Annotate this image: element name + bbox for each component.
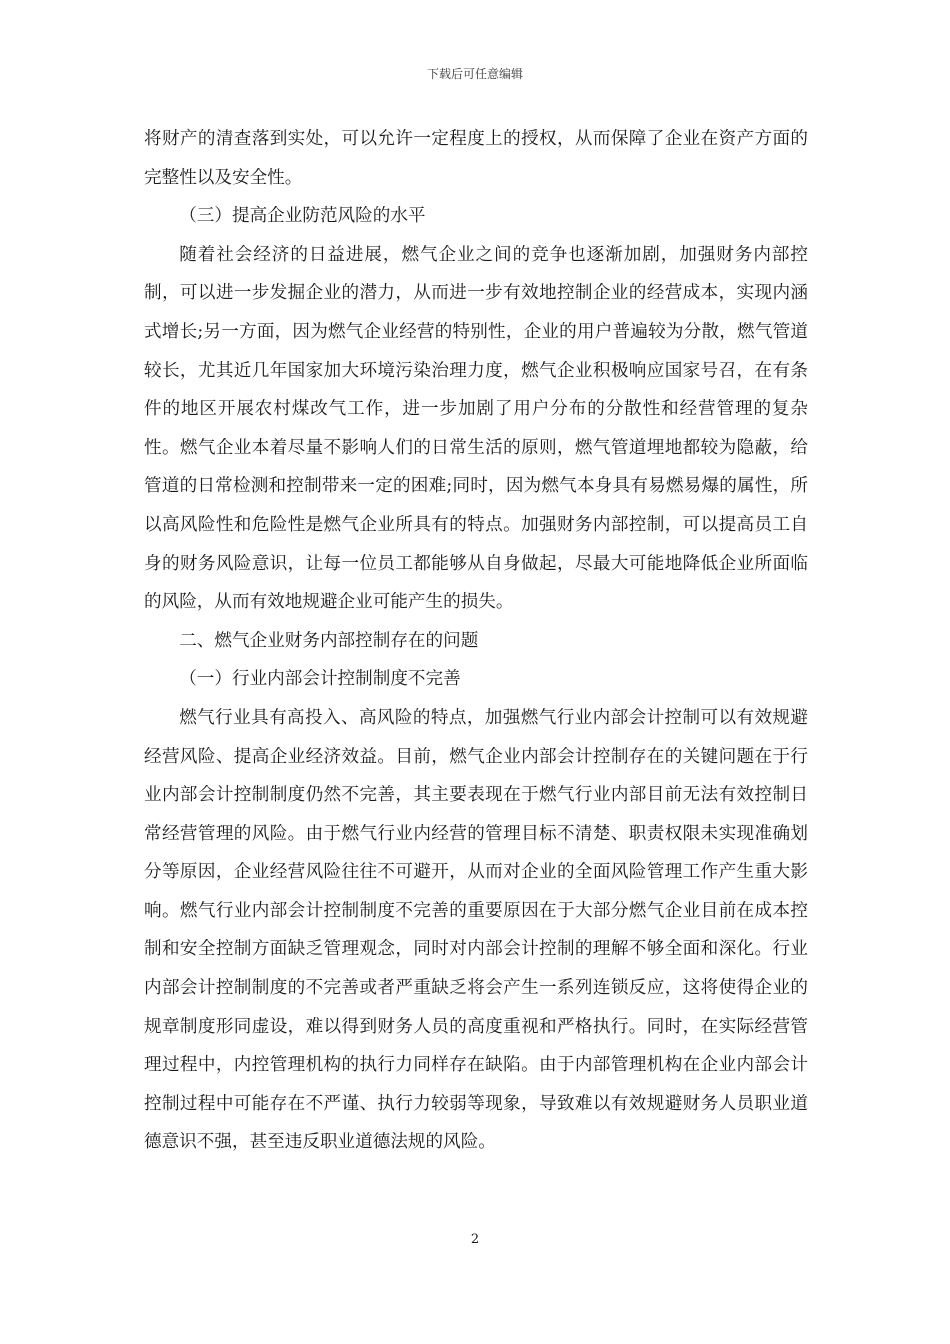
paragraph-control-system: 燃气行业具有高投入、高风险的特点，加强燃气行业内部会计控制可以有效规避经营风险、提高企业经济效益。目前，燃气企业内部会计控制存在的关键问题在于行业内部会计控制制度仍然不完善，其主要表现在于燃气行业内部目前无法有效控制日常经营管理的风险。由于燃气行业内经营的管理目标不清楚、职责权限未实现准确划分等原因，企业经营风险往往不可避开，从而对企业的全面风险管理工作产生重大影响。燃气行业内部会计控制制度不完善的重要原因在于大部分燃气企业目前在成本控制和安全控制方面缺乏管理观念，同时对内部会计控制的理解不够全面和深化。行业内部会计控制制度的不完善或者严重缺乏将会产生一系列连锁反应，这将使得企业的规章制度形同虚设，难以得到财务人员的高度重视和严格执行。同时，在实际经营管理过程中，内控管理机构的执行力同样存在缺陷。由于内部管理机构在企业内部会计控制过程中可能存在不严谨、执行力较弱等现象，导致难以有效规避财务人员职业道德意识不强，甚至违反职业道德法规的风险。 [144, 707, 808, 1153]
paragraph-risk: 随着社会经济的日益进展，燃气企业之间的竞争也逐渐加剧，加强财务内部控制，可以进一步发掘企业的潜力，从而进一步有效地控制企业的经营成本，实现内涵式增长;另一方面，因为燃气企业经营的特别性，企业的用户普遍较为分散，燃气管道较长，尤其近几年国家加大环境污染治理力度，燃气企业积极响应国家号召，在有条件的地区开展农村煤改气工作，进一步加剧了用户分布的分散性和经营管理的复杂性。燃气企业本着尽量不影响人们的日常生活的原则，燃气管道埋地都较为隐蔽，给管道的日常检测和控制带来一定的困难;同时，因为燃气本身具有易燃易爆的属性，所以高风险性和危险性是燃气企业所具有的特点。加强财务内部控制，可以提高员工自身的财务风险意识，让每一位员工都能够从自身做起，尽最大可能地降低企业所面临的风险，从而有效地规避企业可能产生的损失。 [144, 244, 808, 613]
page-number: 2 [470, 1232, 480, 1247]
document-body [144, 120, 808, 1162]
paragraph-continuation: 将财产的清查落到实处，可以允许一定程度上的授权，从而保障了企业在资产方面的完整性以及安全性。 [144, 129, 808, 188]
section-heading-3: （三）提高企业防范风险的水平 [179, 206, 426, 227]
page-header: 下载后可任意编辑 [426, 67, 523, 81]
chapter-heading-2: 二、燃气企业财务内部控制存在的问题 [179, 630, 479, 651]
section-heading-1: （一）行业内部会计控制制度不完善 [179, 669, 461, 690]
